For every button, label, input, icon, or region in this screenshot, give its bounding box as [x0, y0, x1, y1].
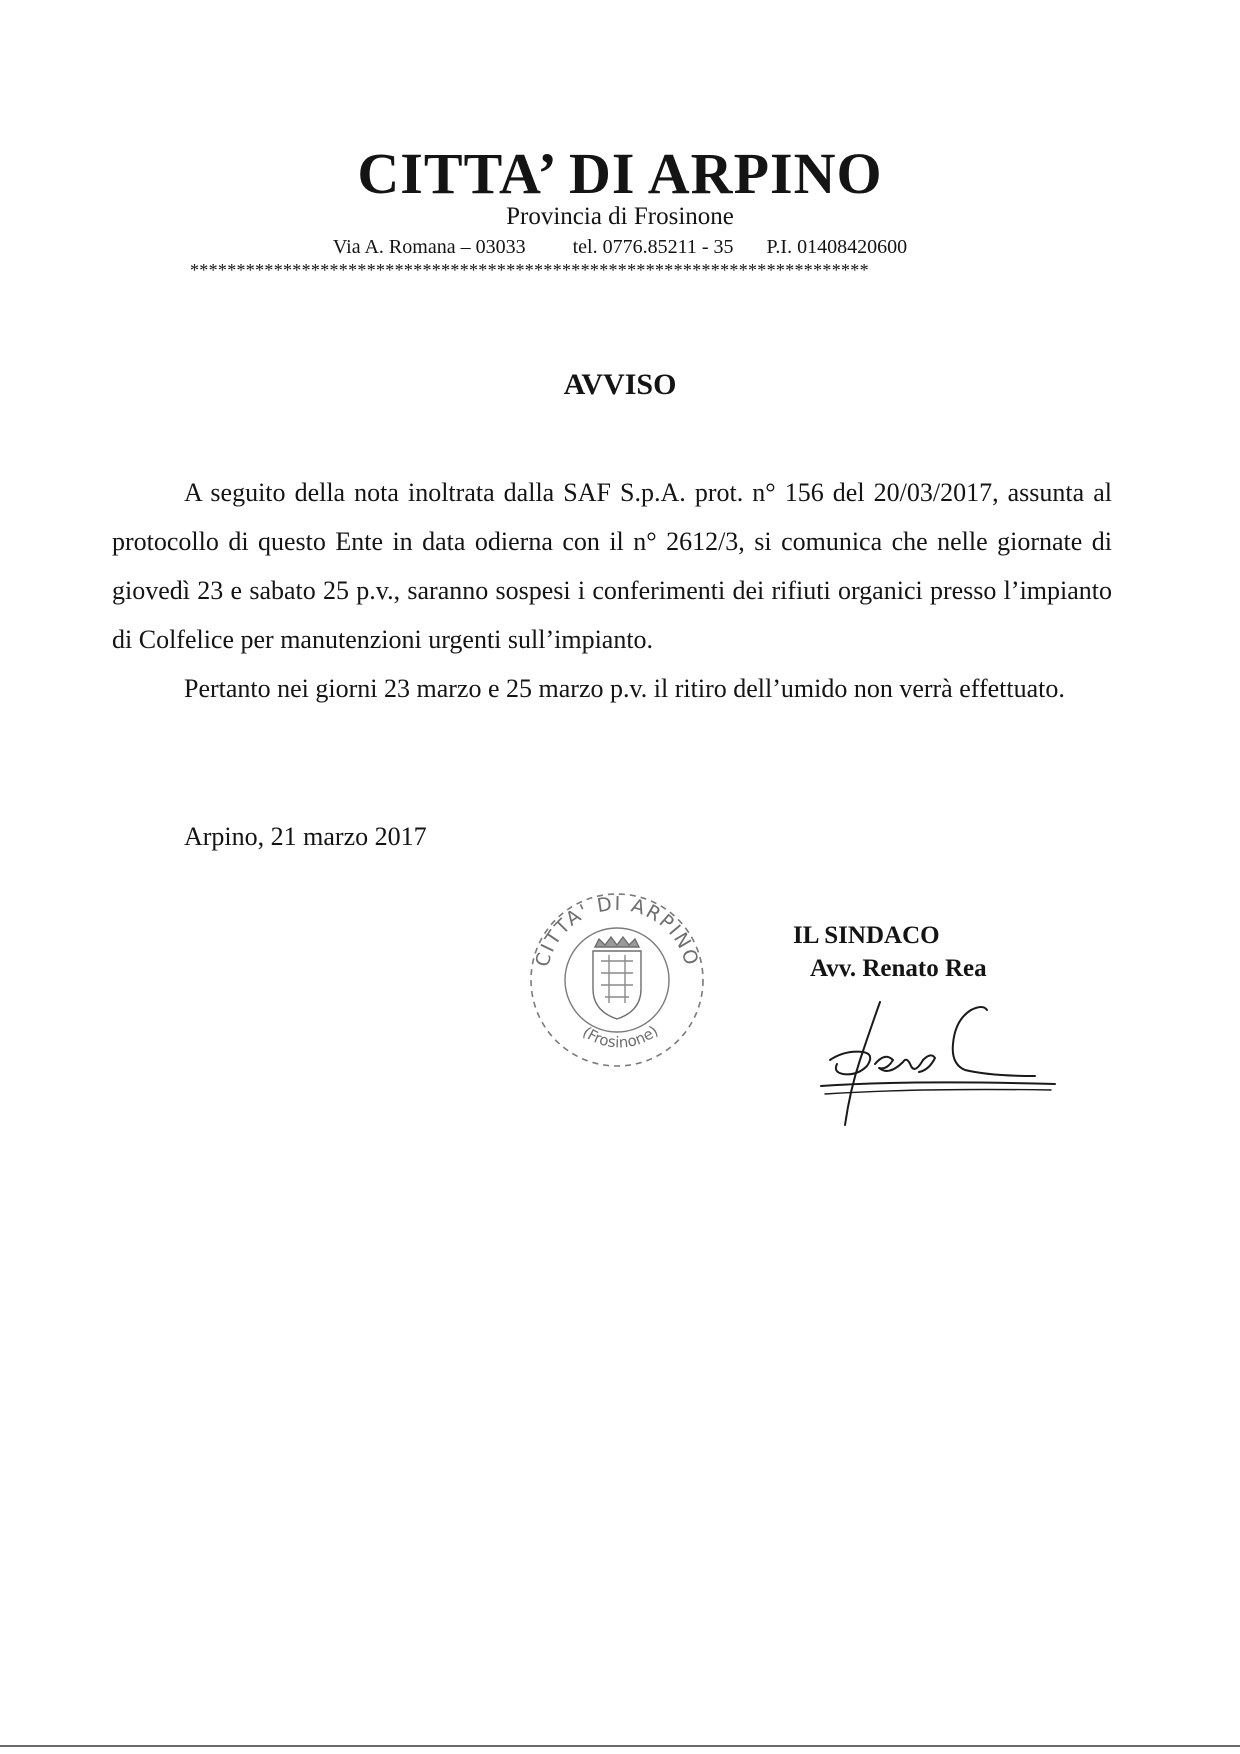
signer-role: IL SINDACO	[793, 922, 940, 949]
handwritten-signature	[815, 990, 1060, 1130]
scan-edge-line	[0, 1745, 1240, 1747]
seal-top-text: CITTA' DI ARPINO	[531, 892, 703, 970]
asterisk-separator: *************************************************************************	[190, 260, 869, 280]
municipal-seal-stamp	[525, 885, 710, 1070]
svg-text:CITTA' DI ARPINO	[531, 893, 702, 970]
notice-body	[112, 468, 1112, 713]
province-line: Provincia di Frosinone	[506, 203, 734, 230]
vat-text: P.I. 01408420600	[766, 236, 908, 258]
notice-paragraph-2: Pertanto nei giorni 23 marzo e 25 marzo p.v. il ritiro dell’umido non verrà effettuato.	[184, 674, 1065, 703]
place-date: Arpino, 21 marzo 2017	[184, 822, 427, 851]
address-text: Via A. Romana – 03033	[332, 236, 526, 258]
contact-line	[0, 236, 1240, 259]
notice-heading: AVVISO	[563, 368, 677, 401]
phone-text: tel. 0776.85211 - 35	[572, 236, 734, 258]
notice-paragraph-1: A seguito della nota inoltrata dalla SAF S.p.A. prot. n° 156 del 20/03/2017, assunta al protocollo di questo Ente in data odierna con il n° 2612/3, si comunica che nelle giornate di giovedì 23 e sabato 25 p.v., saranno sospesi i conferimenti dei rifiuti organici presso l’impianto di Colfelice per manutenzioni urgenti sull’impianto.	[112, 478, 1112, 654]
svg-text:(Frosinone)	[579, 1022, 661, 1052]
coat-of-arms-icon	[593, 937, 641, 1019]
seal-bottom-text: (Frosinone)	[579, 1021, 662, 1052]
signer-name: Avv. Renato Rea	[810, 955, 987, 982]
city-title: CITTA’ DI ARPINO	[357, 141, 883, 206]
